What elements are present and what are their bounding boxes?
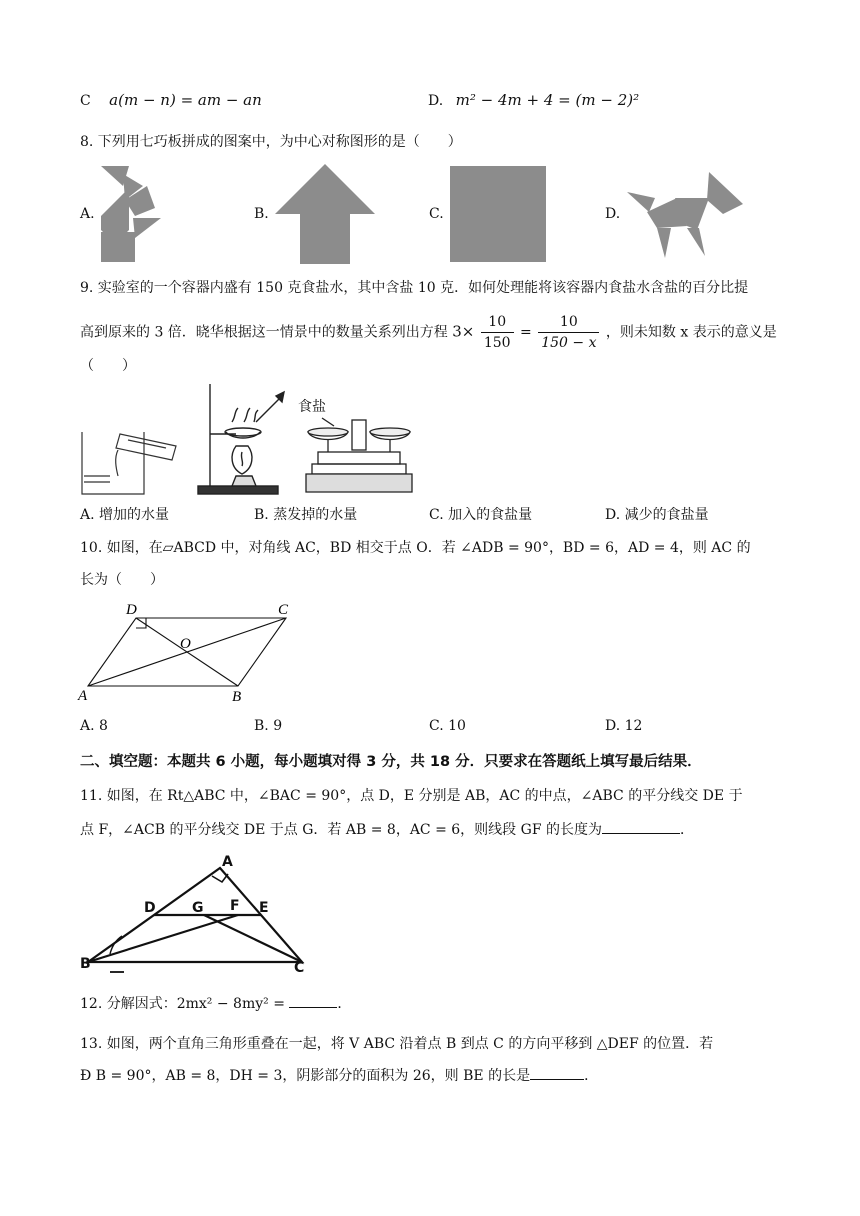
q13-line1: 13. 如图，两个直角三角形重叠在一起，将 V ABC 沿着点 B 到点 C 的方向平移到 △DEF 的位置．若 [80,1036,714,1052]
point-label-o: O [180,636,191,652]
q12-line [80,994,351,1014]
beaker-pouring-illustration [80,424,180,496]
q10-line1: 10. 如图，在▱ABCD 中，对角线 AC，BD 相交于点 O．若 ∠ADB = 90°，BD = 6，AD = 4，则 AC 的 [80,540,751,556]
fraction-numerator: 10 [538,312,599,333]
option-expression: m² − 4m + 4 = [455,91,576,109]
q7-option-c [80,90,262,111]
tangram-figure-a [95,164,165,264]
q8-stem: 8. 下列用七巧板拼成的图案中，为中心对称图形的是（ ） [80,134,462,150]
q9-text-after-equation: ，则未知数 x 表示的意义是 [605,324,777,341]
q10-line2: 长为（ ） [80,572,164,588]
option-label: D. [428,93,444,109]
point-label-g: G [192,900,204,916]
option-label: C [80,93,91,109]
option-expression: a(m − n) = am − an [109,91,262,109]
point-label-d: D [144,900,156,916]
vertex-label-b: B [232,689,242,705]
q13-line2 [80,1066,598,1086]
q9-option-d: D. 减少的食盐量 [605,507,709,523]
option-expression-rhs: (m − 2)² [575,91,640,109]
vertex-label-a: A [78,688,88,704]
vertex-label-a: A [222,854,233,870]
q11-line2-end: ． [679,822,694,838]
q7-option-d [428,90,639,111]
q12-text: 12. 分解因式：2mx² − 8my² = [80,996,290,1012]
vertex-label-b: B [80,956,91,972]
evaporation-stand-illustration [196,382,286,496]
equation-coefficient: 3× [452,322,475,341]
q8-option-b-label: B. [254,206,269,222]
q12-end: ． [337,996,352,1012]
tangram-figure-b [275,164,375,264]
parallelogram-figure [76,600,298,706]
q13-line2-end: ． [584,1068,599,1084]
q11-line2 [80,820,694,840]
q10-option-a: A. 8 [80,718,108,734]
q8-option-a-label: A. [80,206,95,222]
point-label-f: F [230,898,240,914]
q8-option-c-label: C. [429,206,444,222]
q8-option-d-label: D. [605,206,621,222]
q10-option-d: D. 12 [605,718,643,734]
q11-line1: 11. 如图，在 Rt△ABC 中，∠BAC = 90°，点 D，E 分别是 AB，AC 的中点，∠ABC 的平分线交 DE 于 [80,788,743,804]
answer-blank [530,1079,584,1080]
point-label-e: E [259,900,269,916]
fraction-numerator: 10 [481,312,514,333]
q11-line2-text: 点 F，∠ACB 的平分线交 DE 于点 G．若 AB = 8，AC = 6，则线段 GF 的长度为 [80,822,602,838]
section-heading: 二、填空题：本题共 6 小题，每小题填对得 3 分，共 18 分．只要求在答题纸上填写最后结果． [80,754,702,770]
equation-equals: = [520,324,532,341]
fraction-denominator: 150 [483,335,511,351]
equation-fraction-right [538,312,599,353]
q13-line2-text: Ð B = 90°，AB = 8，DH = 3，阴影部分的面积为 26，则 BE 的长是 [80,1068,531,1084]
vertex-label-d: D [126,602,137,618]
q9-option-b: B. 蒸发掉的水量 [254,507,358,523]
q9-line2 [80,312,777,353]
triangle-bisector-figure [80,850,310,976]
q9-answer-parens: （ ） [80,358,136,374]
q10-option-b: B. 9 [254,718,283,734]
q9-line1: 9. 实验室的一个容器内盛有 150 克食盐水，其中含盐 10 克．如何处理能将该容器内食盐水含盐的百分比提 [80,280,749,296]
answer-blank [289,1007,337,1008]
fraction-denominator: 150 − x [541,335,597,351]
balance-scale-illustration [298,416,416,496]
equation-fraction-left [481,312,514,353]
vertex-label-c: C [294,960,305,976]
q9-option-a: A. 增加的水量 [80,507,170,523]
salt-label: 食盐 [298,399,326,415]
vertex-label-c: C [278,602,289,618]
tangram-figure-d [627,170,745,262]
tangram-figure-c [450,166,546,262]
q9-text-before-equation: 高到原来的 3 倍．晓华根据这一情景中的数量关系列出方程 [80,324,448,341]
answer-blank [602,833,680,834]
q10-option-c: C. 10 [429,718,466,734]
q9-option-c: C. 加入的食盐量 [429,507,533,523]
